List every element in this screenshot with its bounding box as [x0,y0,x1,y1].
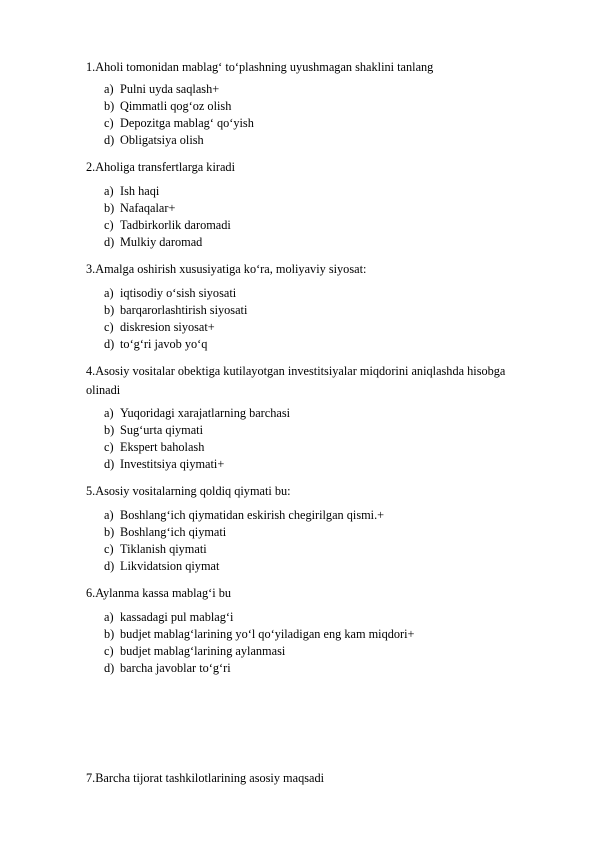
question-2-title: 2.Aholiga transfertlarga kiradi [86,160,235,174]
question-4-option-d [104,457,224,472]
option-text: Ish haqi [120,184,160,198]
question-5-option-b [104,525,226,540]
option-letter: d) [104,661,115,675]
question-5-option-d [104,559,219,574]
option-text: to‘g‘ri javob yo‘q [120,337,208,351]
option-letter: a) [104,184,114,198]
option-letter: b) [104,423,115,437]
option-letter: b) [104,99,115,113]
option-letter: b) [104,303,115,317]
question-5-option-c [104,542,207,557]
question-4-option-b [104,423,203,438]
question-7-title: 7.Barcha tijorat tashkilotlarining asosiy maqsadi [86,771,325,785]
option-text: Tadbirkorlik daromadi [120,218,231,232]
option-letter: c) [104,440,114,454]
option-letter: c) [104,116,114,130]
option-letter: a) [104,286,114,300]
option-letter: a) [104,82,114,96]
option-letter: d) [104,457,115,471]
option-text: Nafaqalar+ [120,201,176,215]
option-text: Tiklanish qiymati [120,542,207,556]
question-3-option-c [104,320,215,335]
option-letter: a) [104,508,114,522]
option-text: Likvidatsion qiymat [120,559,220,573]
option-letter: c) [104,644,114,658]
option-text: barcha javoblar to‘g‘ri [120,661,231,675]
option-letter: c) [104,218,114,232]
question-1-option-d [104,133,204,148]
question-4-title: 4.Asosiy vositalar obektiga kutilayotgan investitsiyalar miqdorini aniqlashda hisobga olinadi [86,364,506,397]
question-6-title: 6.Aylanma kassa mablag‘i bu [86,586,232,600]
question-6-option-a [104,610,233,625]
question-1-option-a [104,82,219,97]
option-letter: b) [104,201,115,215]
option-letter: b) [104,525,115,539]
option-text: barqarorlashtirish siyosati [120,303,248,317]
question-3-title: 3.Amalga oshirish xususiyatiga ko‘ra, moliyaviy siyosat: [86,262,367,276]
question-5-option-a [104,508,384,523]
question-4-option-a [104,406,290,421]
question-6-option-d [104,661,231,676]
option-text: Ekspert baholash [120,440,205,454]
option-letter: d) [104,133,115,147]
option-text: Boshlang‘ich qiymati [120,525,227,539]
option-letter: b) [104,627,115,641]
option-letter: d) [104,337,115,351]
option-letter: a) [104,610,114,624]
question-5-title: 5.Asosiy vositalarning qoldiq qiymati bu: [86,484,291,498]
question-2-option-c [104,218,231,233]
option-text: Yuqoridagi xarajatlarning barchasi [120,406,291,420]
option-letter: a) [104,406,114,420]
question-2-option-a [104,184,159,199]
option-letter: d) [104,559,115,573]
option-text: diskresion siyosat+ [120,320,215,334]
option-text: Sug‘urta qiymati [120,423,203,437]
option-letter: d) [104,235,115,249]
option-text: budjet mablag‘larining aylanmasi [120,644,286,658]
question-6-option-b [104,627,414,642]
question-1-option-c [104,116,254,131]
question-3-option-d [104,337,207,352]
question-1-option-b [104,99,231,114]
option-text: Depozitga mablag‘ qo‘yish [120,116,254,130]
option-text: Investitsiya qiymati+ [120,457,225,471]
option-text: Qimmatli qog‘oz olish [120,99,232,113]
question-2-option-d [104,235,202,250]
option-text: iqtisodiy o‘sish siyosati [120,286,237,300]
option-letter: c) [104,320,114,334]
question-3-option-b [104,303,247,318]
option-text: Boshlang‘ich qiymatidan eskirish chegirilgan qismi.+ [120,508,385,522]
question-4-option-c [104,440,204,455]
option-letter: c) [104,542,114,556]
option-text: Pulni uyda saqlash+ [120,82,220,96]
question-1-title: 1.Aholi tomonidan mablag‘ to‘plashning uyushmagan shaklini tanlang [86,60,434,74]
question-2-option-b [104,201,175,216]
question-3-option-a [104,286,236,301]
question-6-option-c [104,644,285,659]
option-text: budjet mablag‘larining yo‘l qo‘yiladigan eng kam miqdori+ [120,627,415,641]
option-text: Obligatsiya olish [120,133,204,147]
option-text: Mulkiy daromad [120,235,203,249]
option-text: kassadagi pul mablag‘i [120,610,234,624]
